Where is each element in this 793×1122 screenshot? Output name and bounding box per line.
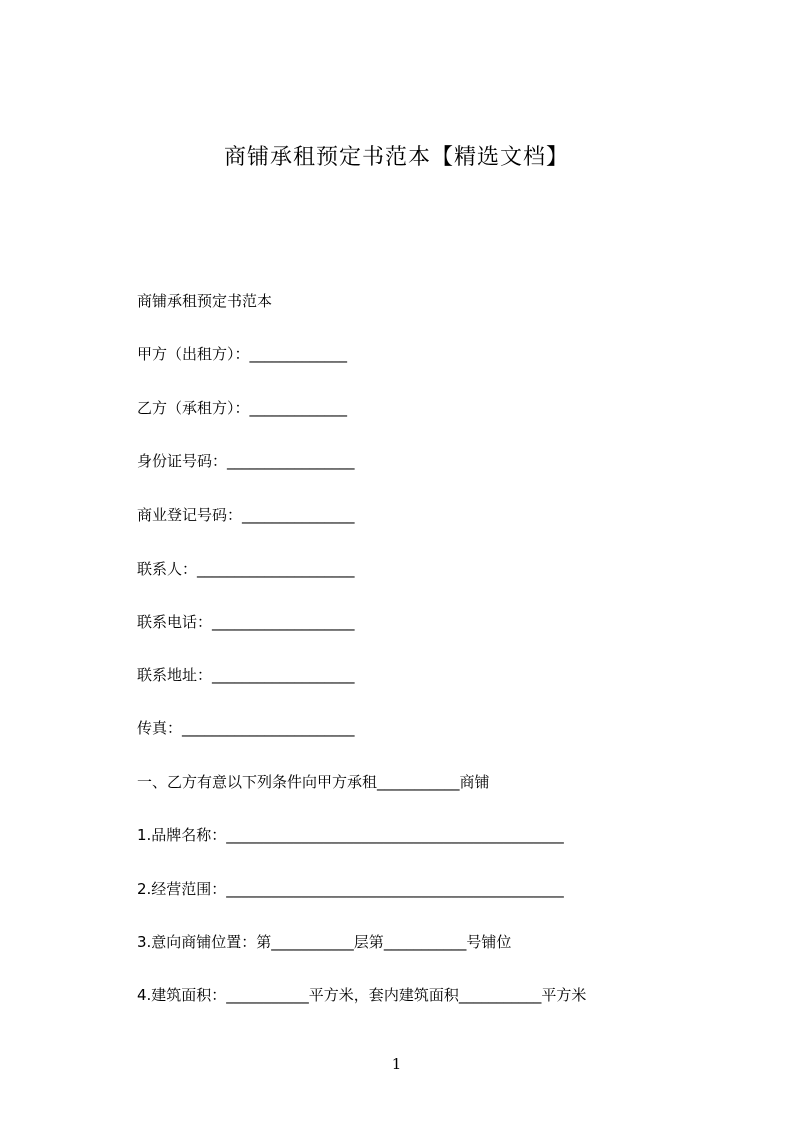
- contact-address-line: 联系地址：___________________: [137, 666, 355, 684]
- business-reg-line: 商业登记号码：_______________: [137, 506, 355, 524]
- doc-heading: 商铺承租预定书范本: [137, 292, 273, 310]
- page-number: 1: [391, 1055, 402, 1073]
- contact-phone-line: 联系电话：___________________: [137, 613, 355, 631]
- party-b-line: 乙方（承租方）：_____________: [137, 399, 348, 417]
- party-a-line: 甲方（出租方）：_____________: [137, 345, 348, 363]
- brand-name-line: 1.品牌名称：_____________________________________________: [137, 826, 564, 844]
- contact-person-line: 联系人：_____________________: [137, 560, 355, 578]
- id-number-line: 身份证号码：_________________: [137, 452, 355, 470]
- shop-location-line: 3.意向商铺位置：第___________层第___________号铺位: [137, 933, 512, 951]
- section-one-heading: 一、乙方有意以下列条件向甲方承租___________商铺: [137, 773, 490, 791]
- fax-line: 传真：_______________________: [137, 719, 355, 737]
- document-title: 商铺承租预定书范本【精选文档】: [223, 145, 569, 170]
- floor-area-line: 4.建筑面积：___________平方米，套内建筑面积___________平方米: [137, 986, 587, 1004]
- business-scope-line: 2.经营范围：_____________________________________________: [137, 880, 564, 898]
